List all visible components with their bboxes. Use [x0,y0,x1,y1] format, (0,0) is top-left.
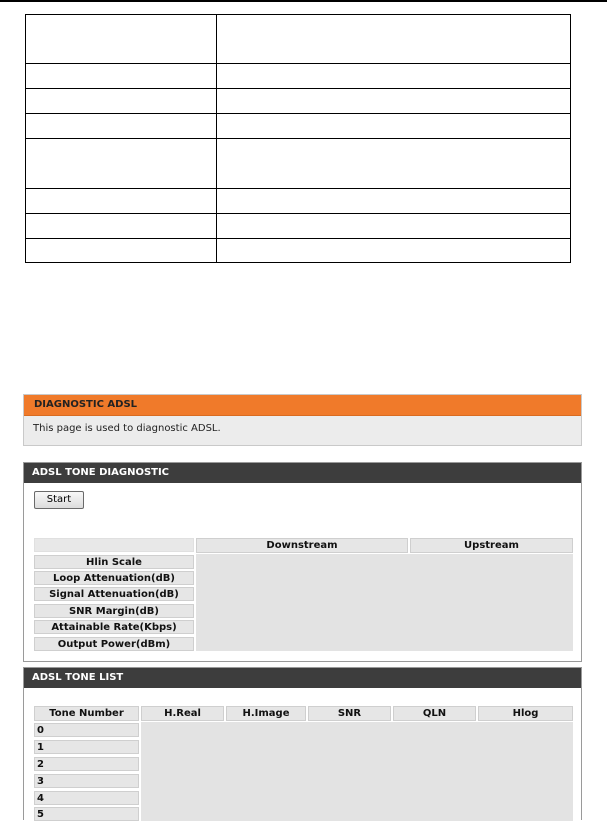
table-cell [217,214,571,239]
table-cell [217,139,571,189]
table-cell [26,189,217,214]
table-cell [26,114,217,139]
row-loop-attenuation: Loop Attenuation(dB) [34,571,194,585]
table-cell [26,139,217,189]
diagnostic-adsl-panel [23,394,582,446]
tone-diagnostic-title: ADSL TONE DIAGNOSTIC [24,463,581,483]
adsl-tone-diagnostic-panel [23,462,582,662]
tone-row: 0 [34,723,139,737]
page-top-rule [0,0,607,2]
adsl-tone-list-panel [23,667,582,820]
col-snr: SNR [308,706,391,721]
table-cell [26,89,217,114]
start-button[interactable]: Start [34,491,84,509]
table-cell [217,189,571,214]
downstream-header: Downstream [196,538,408,553]
row-output-power: Output Power(dBm) [34,637,194,651]
upstream-header: Upstream [410,538,573,553]
col-qln: QLN [393,706,476,721]
tone-row: 3 [34,774,139,788]
table-cell [26,64,217,89]
tone-list-title: ADSL TONE LIST [24,668,581,688]
table-cell [217,15,571,64]
table-cell [26,239,217,263]
table-corner-cell [34,538,194,552]
row-hlin-scale: Hlin Scale [34,555,194,569]
col-h-image: H.Image [226,706,306,721]
col-tone-number: Tone Number [34,706,139,721]
tone-values-area [141,722,573,821]
col-h-real: H.Real [141,706,224,721]
table-cell [217,64,571,89]
table-cell [217,239,571,263]
col-hlog: Hlog [478,706,573,721]
table-cell [26,15,217,64]
tone-row: 4 [34,791,139,805]
table-cell [217,114,571,139]
diagnostic-values-area [196,554,573,651]
tone-row: 5 [34,807,139,821]
diagnostic-adsl-description: This page is used to diagnostic ADSL. [33,423,221,434]
row-signal-attenuation: Signal Attenuation(dB) [34,587,194,601]
tone-row: 2 [34,757,139,771]
row-attainable-rate: Attainable Rate(Kbps) [34,620,194,634]
tone-row: 1 [34,740,139,754]
diagnostic-adsl-title: DIAGNOSTIC ADSL [24,395,581,416]
table-cell [217,89,571,114]
document-table [25,14,571,263]
table-cell [26,214,217,239]
row-snr-margin: SNR Margin(dB) [34,604,194,618]
